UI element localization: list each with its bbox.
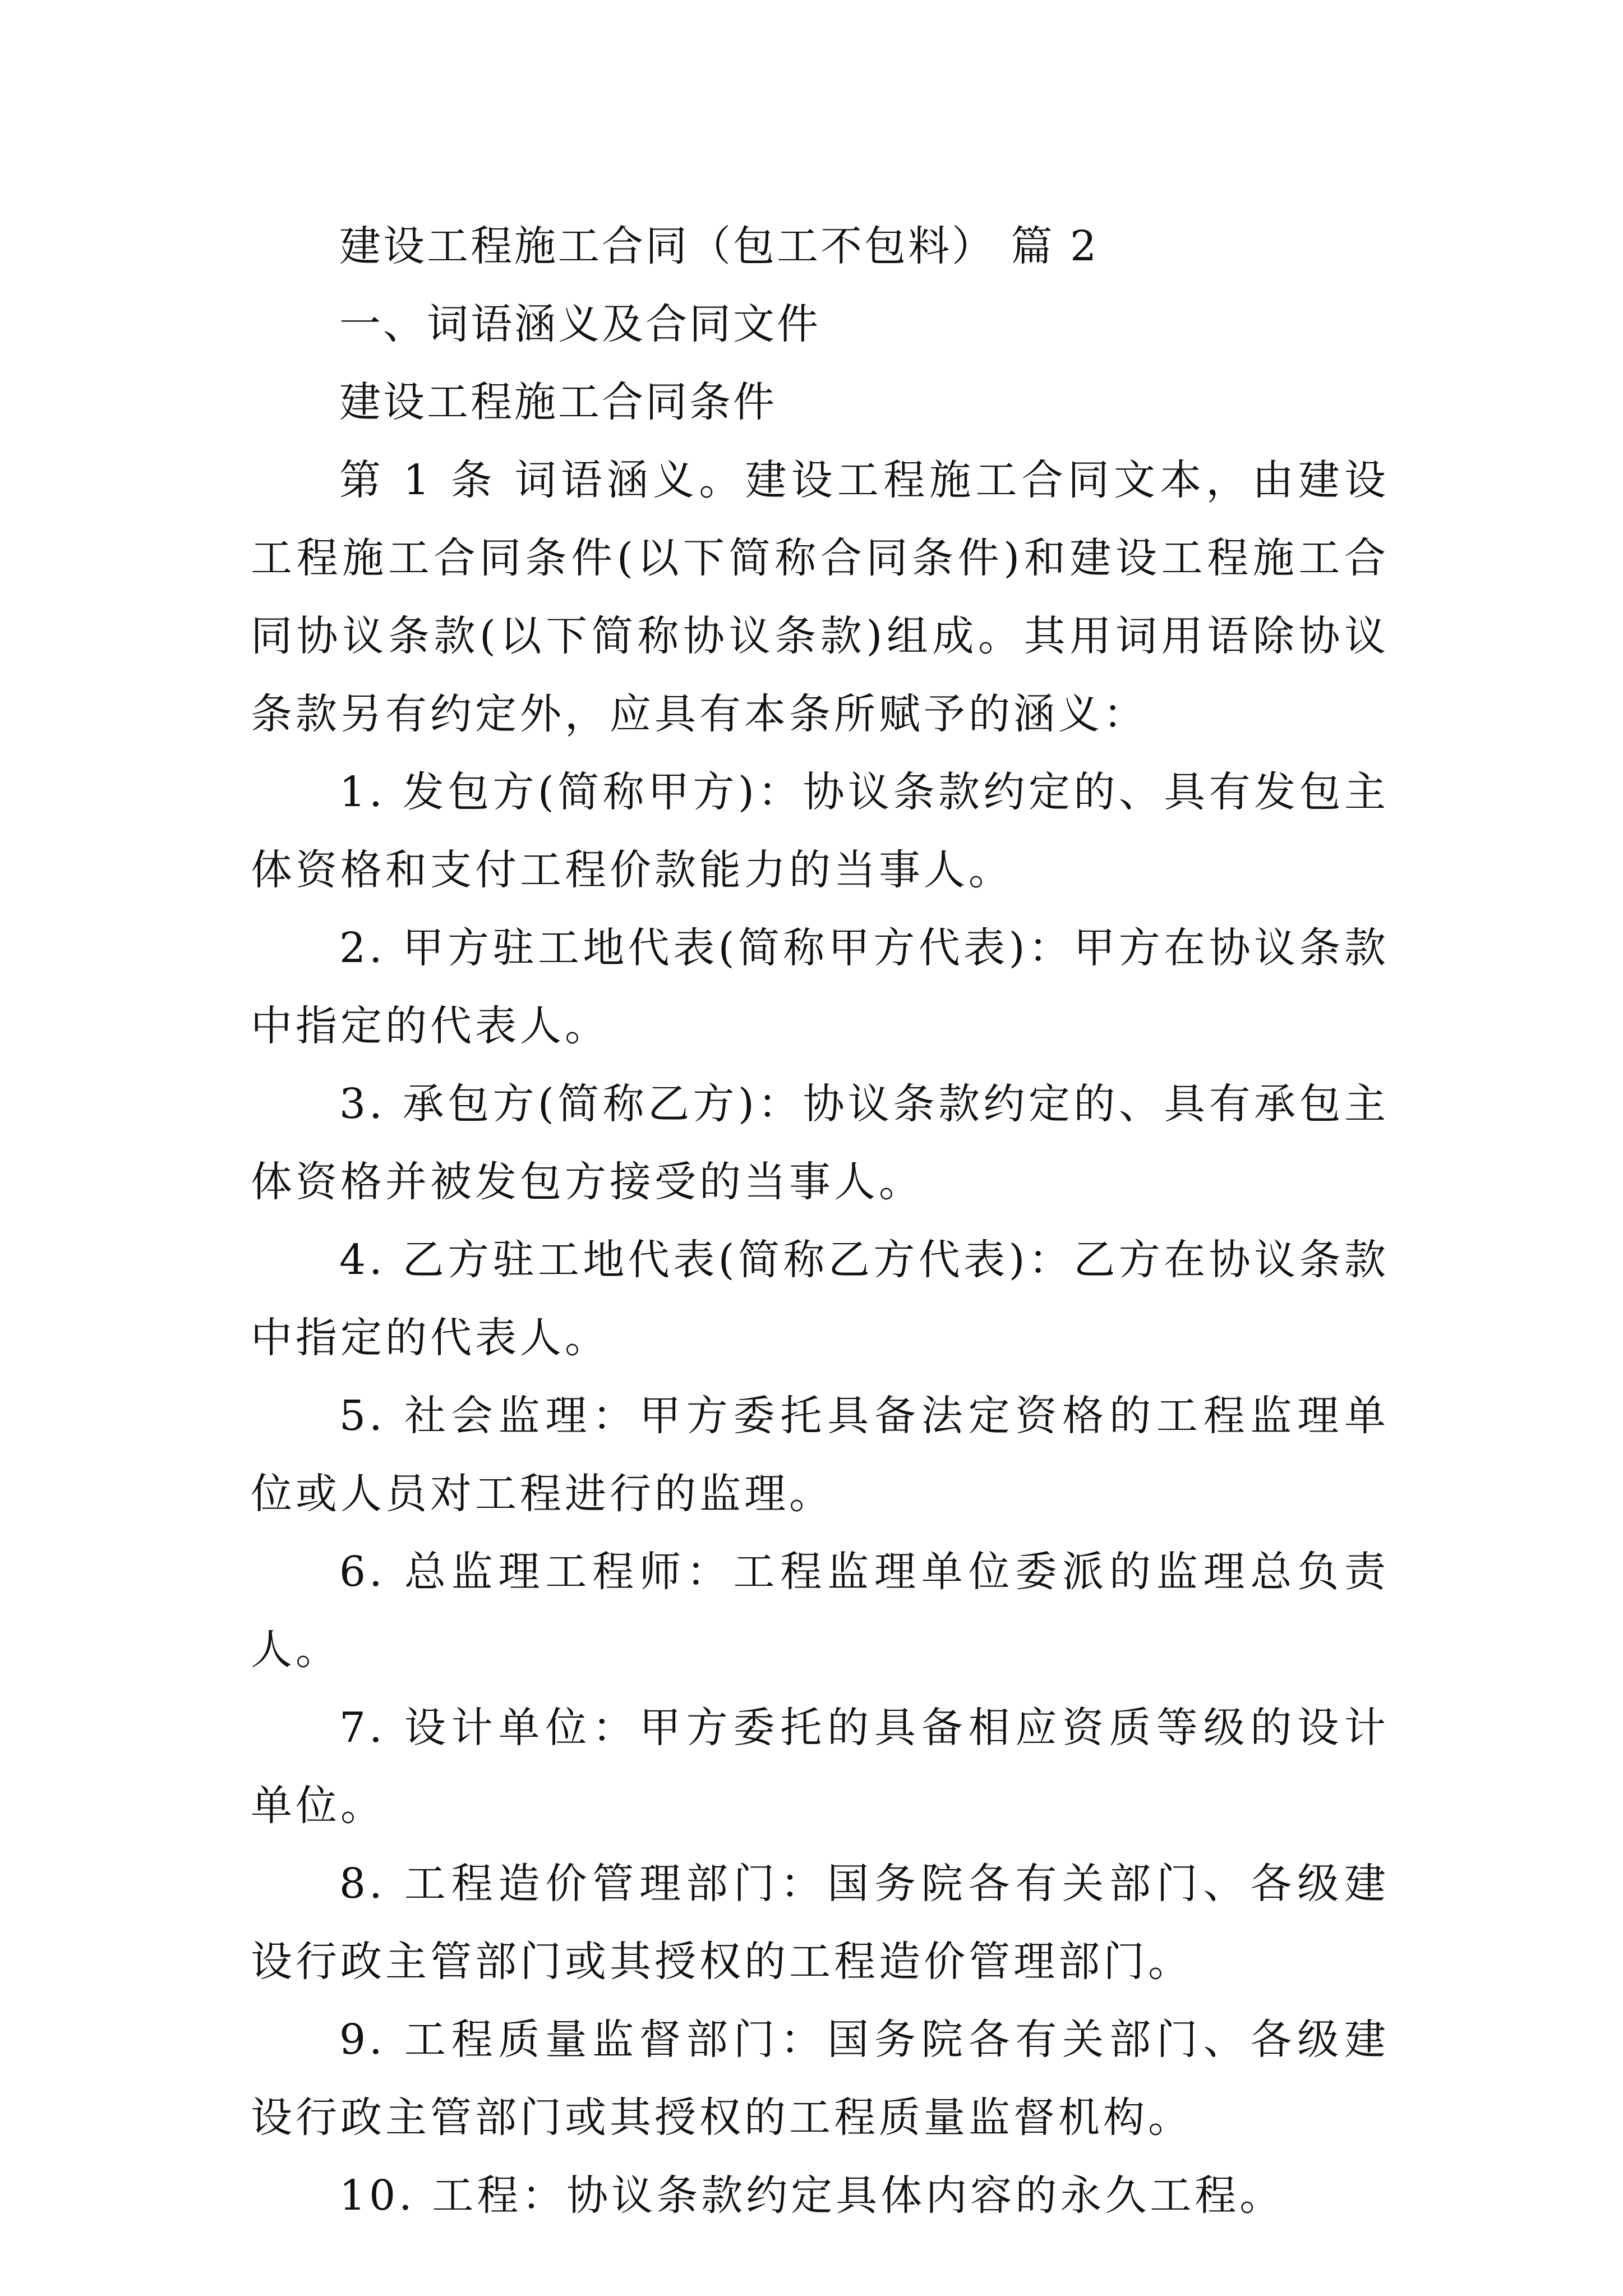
definition-item-2: 2. 甲方驻工地代表(简称甲方代表)：甲方在协议条款中指定的代表人。 xyxy=(251,924,1389,1050)
definition-item-5: 5. 社会监理：甲方委托具备法定资格的工程监理单位或人员对工程进行的监理。 xyxy=(251,1392,1389,1518)
subsection-title: 建设工程施工合同条件 xyxy=(339,378,777,426)
definition-item-1: 1. 发包方(简称甲方)：协议条款约定的、具有发包主体资格和支付工程价款能力的当事人。 xyxy=(251,768,1389,894)
article-1-paragraph: 第 1 条 词语涵义。建设工程施工合同文本，由建设工程施工合同条件(以下简称合同条件)和建设工程施工合同协议条款(以下简称协议条款)组成。其用词用语除协议条款另有约定外，应具有本条所赋予的涵义： xyxy=(251,456,1389,738)
definition-item-9: 9. 工程质量监督部门：国务院各有关部门、各级建设行政主管部门或其授权的工程质量监督机构。 xyxy=(251,2016,1389,2142)
section-title: 一、词语涵义及合同文件 xyxy=(339,300,820,348)
definition-item-7: 7. 设计单位：甲方委托的具备相应资质等级的设计单位。 xyxy=(251,1704,1389,1830)
definition-item-4: 4. 乙方驻工地代表(简称乙方代表)：乙方在协议条款中指定的代表人。 xyxy=(251,1236,1389,1362)
document-body xyxy=(251,208,1389,2235)
document-heading: 建设工程施工合同（包工不包料） 篇 2 xyxy=(339,222,1099,270)
definition-item-10: 10. 工程：协议条款约定具体内容的永久工程。 xyxy=(339,2171,1285,2220)
definition-item-8: 8. 工程造价管理部门：国务院各有关部门、各级建设行政主管部门或其授权的工程造价管理部门。 xyxy=(251,1860,1389,1986)
definition-item-6: 6. 总监理工程师：工程监理单位委派的监理总负责人。 xyxy=(251,1548,1389,1674)
definition-item-3: 3. 承包方(简称乙方)：协议条款约定的、具有承包主体资格并被发包方接受的当事人。 xyxy=(251,1080,1389,1206)
